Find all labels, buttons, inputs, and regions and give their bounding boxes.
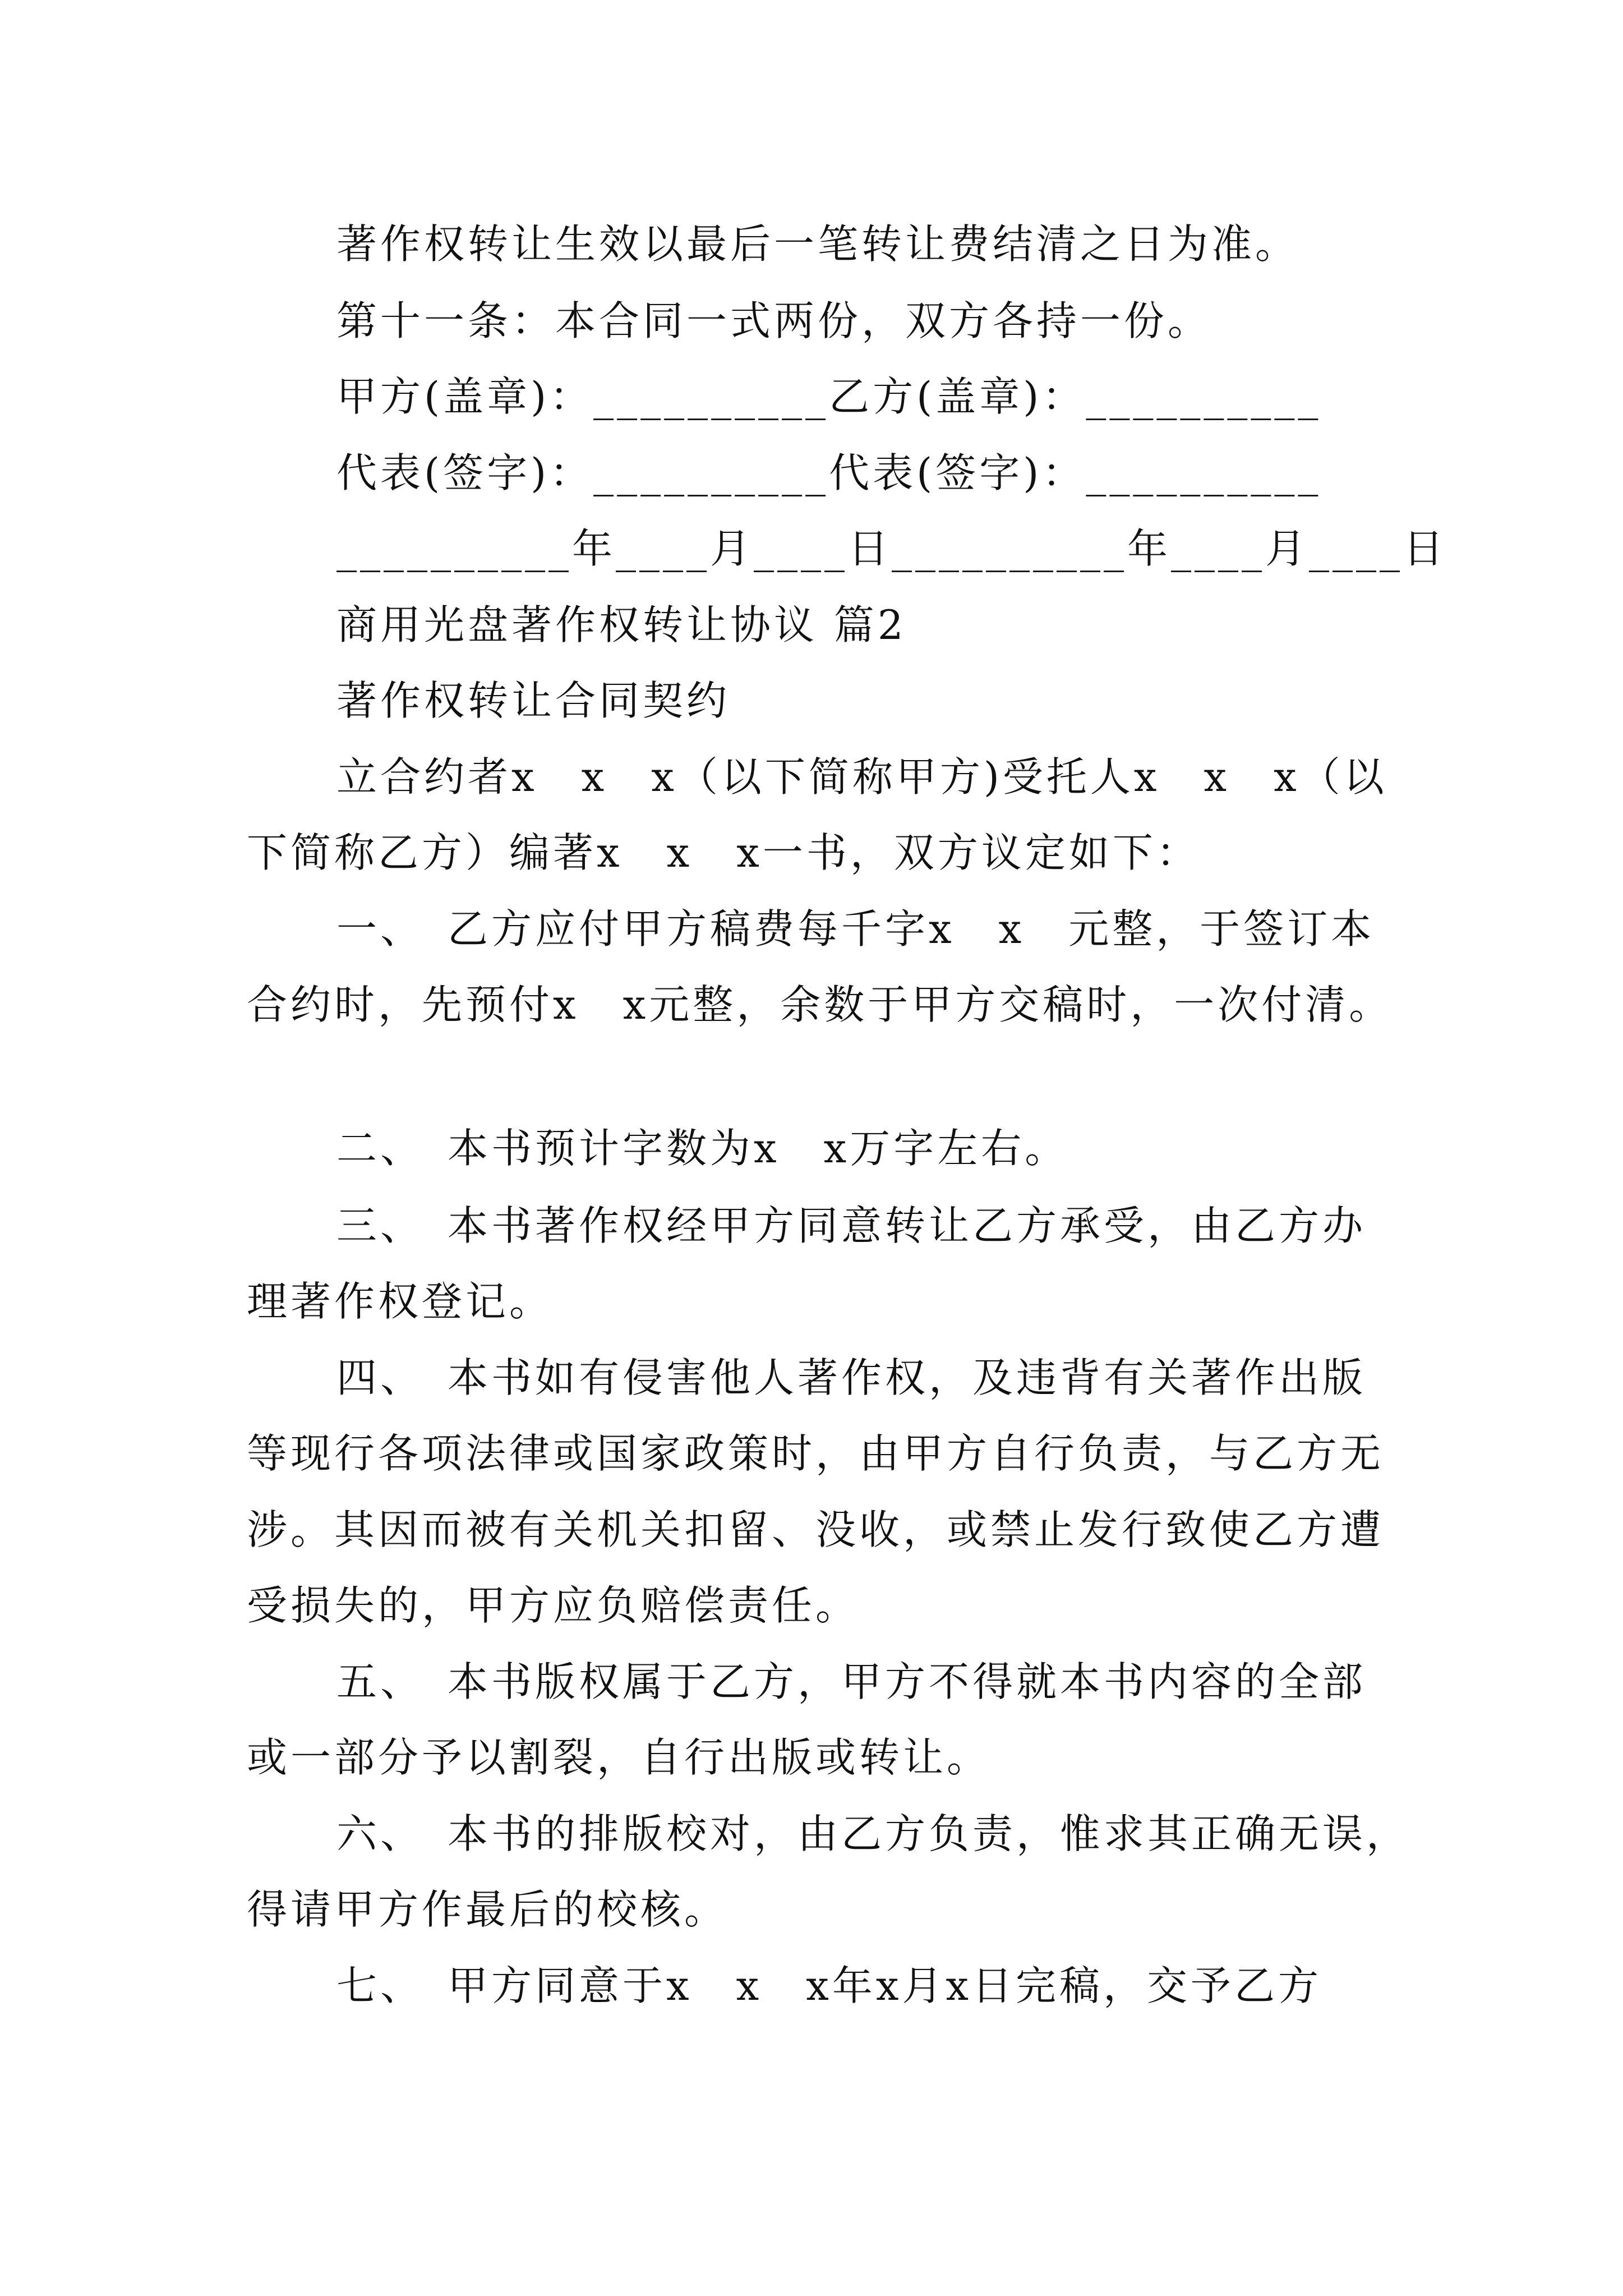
date-line: __________年____月____日__________年____月____日 — [336, 525, 1447, 572]
text-line: 或一部分予以割裂，自行出版或转让。 — [247, 1734, 991, 1781]
clause-6: 六、 本书的排版校对，由乙方负责，惟求其正确无误， — [336, 1810, 1410, 1857]
clause-5: 五、 本书版权属于乙方，甲方不得就本书内容的全部 — [336, 1658, 1367, 1705]
text-line: 等现行各项法律或国家政策时，由甲方自行负责，与乙方无 — [247, 1430, 1385, 1477]
section-heading: 商用光盘著作权转让协议 篇2 — [336, 601, 907, 648]
text-line: 得请甲方作最后的校核。 — [247, 1886, 728, 1933]
clause-4: 四、 本书如有侵害他人著作权，及违背有关著作出版 — [336, 1354, 1367, 1401]
text-line: 受损失的，甲方应负赔偿责任。 — [247, 1582, 860, 1629]
signature-line-sign: 代表(签字)：__________代表(签字)：__________ — [336, 449, 1322, 496]
text-line: 著作权转让生效以最后一笔转让费结清之日为准。 — [336, 220, 1299, 268]
contract-title: 著作权转让合同契约 — [336, 677, 731, 724]
text-line: 立合约者x x x（以下简称甲方)受托人x x x（以 — [336, 753, 1387, 800]
clause-7: 七、 甲方同意于x x x年x月x日完稿，交予乙方 — [336, 1962, 1322, 2009]
text-line: 第十一条：本合同一式两份，双方各持一份。 — [336, 297, 1212, 344]
clause-1: 一、 乙方应付甲方稿费每千字x x 元整，于签订本 — [336, 905, 1375, 953]
text-line: 理著作权登记。 — [247, 1278, 554, 1325]
text-line: 下简称乙方）编著x x x一书，双方议定如下： — [247, 829, 1200, 876]
text-line: 涉。其因而被有关机关扣留、没收，或禁止发行致使乙方遭 — [247, 1506, 1385, 1553]
clause-2: 二、 本书预计字数为x x万字左右。 — [336, 1125, 1069, 1172]
text-line: 合约时，先预付x x元整，余数于甲方交稿时，一次付清。 — [247, 981, 1393, 1028]
clause-3: 三、 本书著作权经甲方同意转让乙方承受，由乙方办 — [336, 1202, 1367, 1249]
signature-line-seal: 甲方(盖章)：__________乙方(盖章)：__________ — [336, 373, 1322, 420]
